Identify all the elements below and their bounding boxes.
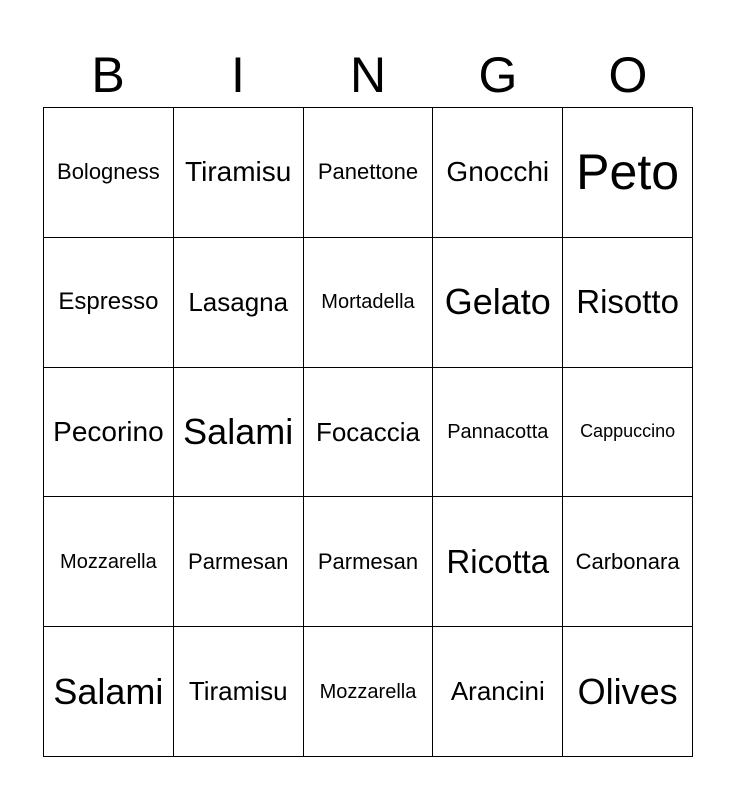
- bingo-cell[interactable]: Arancini: [433, 627, 563, 757]
- header-letter-o: O: [608, 47, 648, 103]
- bingo-row-3: [44, 367, 693, 497]
- bingo-cell[interactable]: Espresso: [44, 237, 174, 367]
- bingo-cell[interactable]: Lasagna: [173, 237, 303, 367]
- bingo-cell[interactable]: Gelato: [433, 237, 563, 367]
- bingo-cell[interactable]: Carbonara: [563, 497, 693, 627]
- header-letter-b: B: [91, 47, 125, 103]
- bingo-cell[interactable]: Parmesan: [173, 497, 303, 627]
- bingo-cell[interactable]: Parmesan: [303, 497, 433, 627]
- bingo-cell[interactable]: Tiramisu: [173, 108, 303, 238]
- bingo-cell[interactable]: Risotto: [563, 237, 693, 367]
- bingo-cell[interactable]: Mozzarella: [44, 497, 174, 627]
- header-letter-i: I: [231, 47, 245, 103]
- bingo-cell[interactable]: Salami: [44, 627, 174, 757]
- bingo-card-grid: [43, 107, 693, 757]
- bingo-cell[interactable]: Pannacotta: [433, 367, 563, 497]
- bingo-row-2: [44, 237, 693, 367]
- bingo-cell[interactable]: Bologness: [44, 108, 174, 238]
- bingo-cell[interactable]: Tiramisu: [173, 627, 303, 757]
- bingo-cell[interactable]: Mozzarella: [303, 627, 433, 757]
- bingo-cell[interactable]: Olives: [563, 627, 693, 757]
- header-letter-g: G: [478, 47, 518, 103]
- bingo-cell[interactable]: Panettone: [303, 108, 433, 238]
- bingo-cell[interactable]: Salami: [173, 367, 303, 497]
- bingo-row-4: [44, 497, 693, 627]
- bingo-cell[interactable]: Peto: [563, 108, 693, 238]
- bingo-cell[interactable]: Mortadella: [303, 237, 433, 367]
- bingo-cell[interactable]: Pecorino: [44, 367, 174, 497]
- bingo-header: [43, 44, 693, 106]
- bingo-cell[interactable]: Gnocchi: [433, 108, 563, 238]
- bingo-row-5: [44, 627, 693, 757]
- bingo-cell[interactable]: Focaccia: [303, 367, 433, 497]
- bingo-cell[interactable]: Ricotta: [433, 497, 563, 627]
- bingo-cell[interactable]: Cappuccino: [563, 367, 693, 497]
- bingo-row-1: [44, 108, 693, 238]
- header-letter-n: N: [349, 47, 387, 103]
